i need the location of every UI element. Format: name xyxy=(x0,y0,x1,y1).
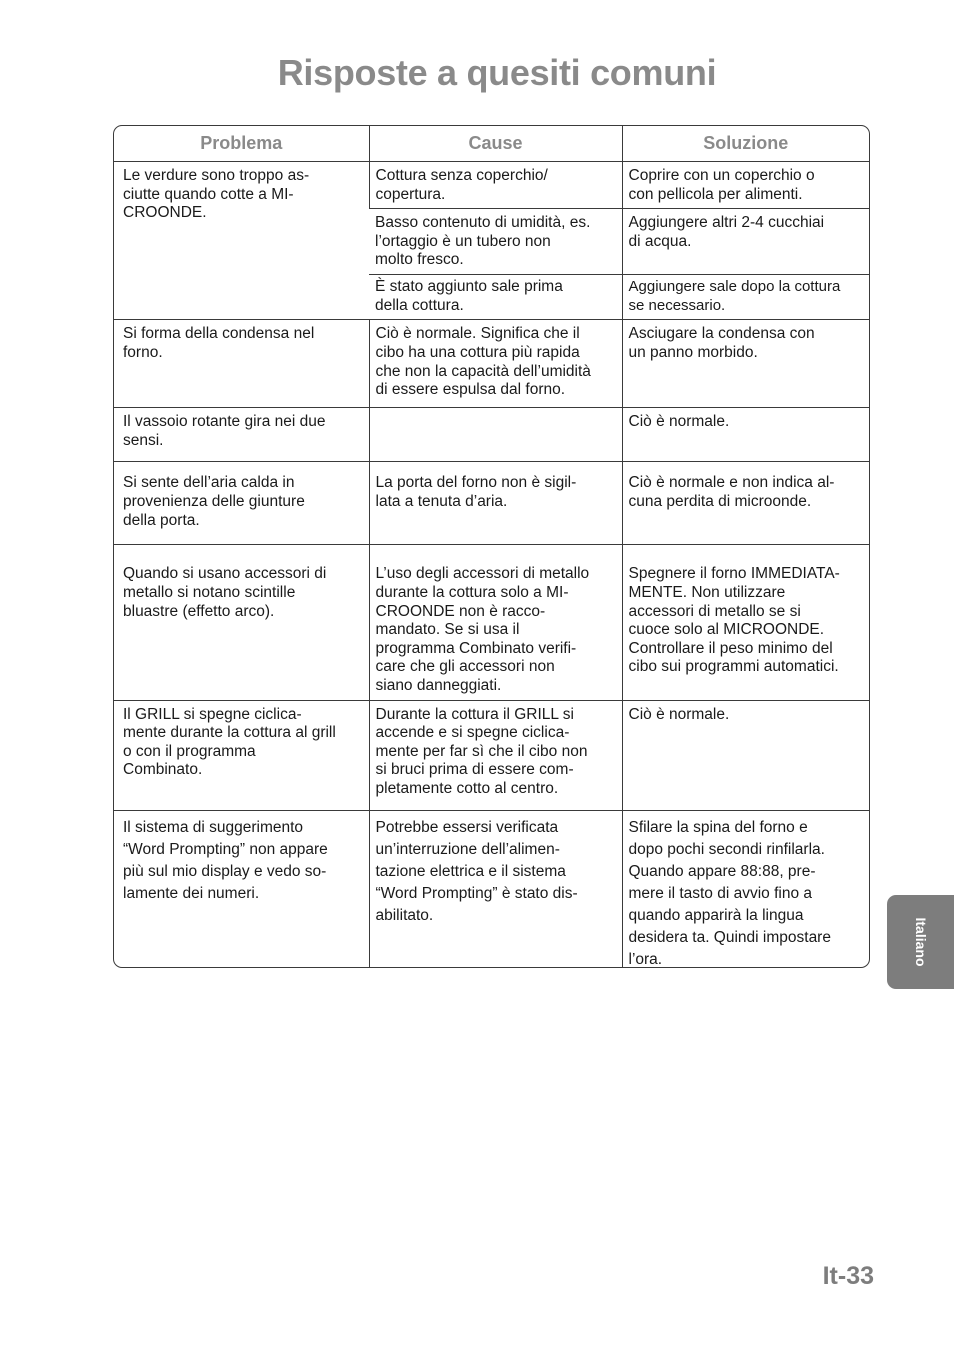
solution-text: Ciò è normale. xyxy=(628,413,730,431)
cause-cell xyxy=(369,320,622,408)
solution-text: Ciò è normale e non indica al- cuna perdita di microonde. xyxy=(628,474,835,510)
solution-cell xyxy=(622,320,869,408)
cause-cell xyxy=(369,162,622,209)
table-row xyxy=(114,162,869,209)
problem-cell xyxy=(114,462,369,545)
problem-text: Si sente dell’aria calda in provenienza delle giunture della porta. xyxy=(123,474,305,529)
cause-text: La porta del forno non è sigil- lata a tenuta d’aria. xyxy=(375,474,577,510)
solution-text: Sfilare la spina del forno e dopo pochi secondi rinfilarla. Quando appare 88:88, pre- mere il tasto di avvio fino a quando apparirà la lingua desidera ta. Quindi impostare l’ora. xyxy=(628,818,831,968)
page-title: Risposte a quesiti comuni xyxy=(277,52,717,93)
table-row xyxy=(114,545,869,700)
solution-text: Aggiungere altri 2-4 cucchiai di acqua. xyxy=(628,214,825,250)
faq-table xyxy=(114,126,869,968)
solution-cell xyxy=(622,275,869,320)
page-number: It-33 xyxy=(822,1262,874,1290)
solution-text: Spegnere il forno IMMEDIATA- MENTE. Non utilizzare accessori di metallo se si cuoce solo al MICROONDE. Controllare il peso minimo del cibo sui programmi automatici. xyxy=(628,565,840,676)
solution-text: Asciugare la condensa con un panno morbido. xyxy=(628,325,815,361)
solution-cell xyxy=(622,408,869,462)
header-problema: Problema xyxy=(114,126,369,162)
problem-text: Le verdure sono troppo as- ciutte quando cotte a MI- CROONDE. xyxy=(123,167,310,222)
cause-text: Potrebbe essersi verificata un’interruzione dell’alimen- tazione elettrica e il sistema “Word Prompting” è stato dis- abilitato. xyxy=(375,818,578,924)
table-row xyxy=(114,700,869,810)
problem-cell xyxy=(114,320,369,408)
problem-cell xyxy=(114,545,369,700)
cause-cell xyxy=(369,545,622,700)
solution-text: Ciò è normale. xyxy=(628,705,730,723)
table-row xyxy=(114,462,869,545)
cause-text: Durante la cottura il GRILL si accende e si spegne ciclica- mente per far sì che il cibo non si bruci prima di essere com- pletamente cotto al centro. xyxy=(375,705,588,797)
cause-text: È stato aggiunto sale prima della cottura. xyxy=(375,278,563,314)
table-row xyxy=(114,810,869,968)
cause-text: Basso contenuto di umidità, es. l’ortaggio è un tubero non molto fresco. xyxy=(375,214,591,269)
problem-text: Il sistema di suggerimento “Word Prompting” non appare più sul mio display e vedo so- lamente dei numeri. xyxy=(123,818,328,902)
solution-cell xyxy=(622,162,869,209)
table-header-row xyxy=(114,126,869,162)
problem-cell xyxy=(114,162,369,320)
language-tab-label: Italiano xyxy=(912,917,929,967)
cause-text: L’uso degli accessori di metallo durante la cottura solo a MI- CROONDE non è racco- mandato. Se si usa il programma Combinato verifi- care che gli accessori non siano danneggiati. xyxy=(375,565,590,694)
problem-text: Il GRILL si spegne ciclica- mente durante la cottura al grill o con il programma Combinato. xyxy=(123,705,336,779)
solution-cell xyxy=(622,462,869,545)
problem-cell xyxy=(114,810,369,968)
solution-text: Coprire con un coperchio o con pellicola per alimenti. xyxy=(628,167,815,203)
problem-cell xyxy=(114,700,369,810)
problem-cell xyxy=(114,408,369,462)
problem-text: Il vassoio rotante gira nei due sensi. xyxy=(123,413,326,449)
table-row xyxy=(114,408,869,462)
cause-cell xyxy=(369,275,622,320)
solution-cell xyxy=(622,810,869,968)
table-row xyxy=(114,320,869,408)
cause-cell xyxy=(369,462,622,545)
cause-text: Cottura senza coperchio/ copertura. xyxy=(375,167,548,203)
cause-text: Ciò è normale. Significa che il cibo ha una cottura più rapida che non la capacità dell’umidità di essere espulsa dal forno. xyxy=(375,325,591,399)
faq-table-frame xyxy=(113,125,870,968)
cause-cell xyxy=(369,408,622,462)
cause-cell xyxy=(369,810,622,968)
solution-cell xyxy=(622,209,869,275)
cause-cell xyxy=(369,700,622,810)
header-soluzione: Soluzione xyxy=(622,126,869,162)
cause-cell xyxy=(369,209,622,275)
solution-cell xyxy=(622,700,869,810)
solution-cell xyxy=(622,545,869,700)
problem-text: Quando si usano accessori di metallo si notano scintille bluastre (effetto arco). xyxy=(123,565,327,620)
problem-text: Si forma della condensa nel forno. xyxy=(123,325,315,361)
language-tab xyxy=(887,895,954,989)
header-cause: Cause xyxy=(369,126,622,162)
solution-text: Aggiungere sale dopo la cottura se necessario. xyxy=(628,278,841,314)
